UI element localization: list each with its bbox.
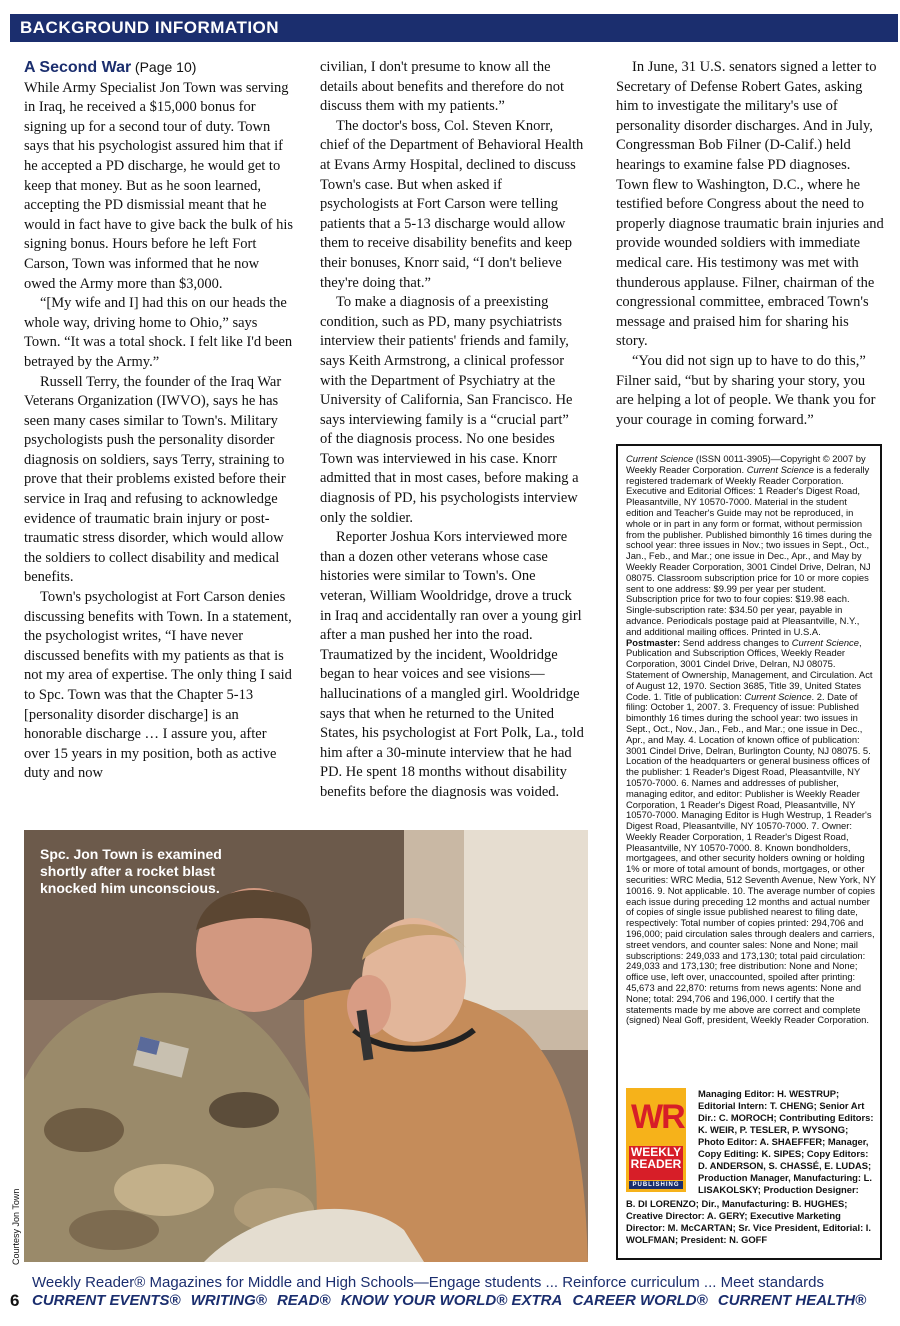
article-lead-paragraph	[24, 58, 294, 294]
article-title: A Second War	[24, 59, 132, 76]
masthead-text: is a federally registered trademark of Weekly Reader Corporation. Executive and Editorial Offices: 1 Reader's Digest Road, Pleasantville, NY 10570-7000. Material in the student edition and Teacher's Guide may not be reproduced, in whole or in part in any form or format, without permission from the publisher. Published bimonthly 16 times during the school year: three issues in Nov.; two issues in Sept., Oct., Jan., Feb., and Mar.; one issue in Dec., Apr., and May by Weekly Reader Corporation, 3001 Cindel Drive, Delran, NJ 08075. Classroom subscription price for 10 or more copies sent to one address: $9.99 per year per student. Subscription price for two to four copies: $19.98 each. Single-subscription rate: $34.50 per year, payable in advance. Periodicals postage paid at Pleasantville, N.Y., and additional mailing offices. Printed in U.S.A.	[626, 463, 872, 637]
section-label: BACKGROUND INFORMATION	[20, 18, 280, 37]
article-column-1	[24, 58, 294, 784]
logo-line-2: READER	[630, 1157, 682, 1171]
page-number: 6	[10, 1291, 20, 1310]
magazine-name: CURRENT HEALTH®	[717, 1292, 867, 1309]
logo-letters: WR	[631, 1098, 684, 1136]
photo-credit	[6, 1190, 20, 1270]
masthead-brand: Current Science	[791, 636, 859, 648]
weekly-reader-logo	[626, 1088, 686, 1192]
magazine-name: CAREER WORLD®	[572, 1292, 708, 1309]
article-paragraph: To make a diagnosis of a preexisting condition, such as PD, many psychiatrists interview their patients' friends and family, says Keith Armstrong, a clinical professor with the Department of Psychiatry at the University of California, San Francisco. He says interviewing family is a “crucial part” of the diagnosis process. No one besides Town was interviewed in his case. Knorr admitted that in most cases, before making a diagnosis of PD, his psychologists interview only the soldier.	[320, 294, 579, 526]
masthead-text: (ISSN 0011-3905)—Copyright © 2007 by Weekly Reader Corporation.	[626, 453, 866, 475]
logo-publishing: PUBLISHING	[629, 1181, 683, 1189]
logo-line-1: WEEKLY	[630, 1145, 682, 1159]
article-paragraph: “[My wife and I] had this on our heads the whole way, driving home to Ohio,” says Town. “It was a total shock. I felt like I'd been betrayed by the Army.”	[24, 295, 293, 370]
article-column-3	[616, 58, 884, 430]
magazine-name: KNOW YOUR WORLD® EXTRA	[340, 1292, 563, 1309]
article-photo	[24, 830, 588, 1262]
logo-wordmark	[629, 1146, 683, 1180]
article-paragraph: The doctor's boss, Col. Steven Knorr, chief of the Department of Behavioral Health at Evans Army Hospital, declined to discuss Town's case. But when asked if psychologists at Fort Carson were telling patients that a 5-13 discharge would allow them to receive disability benefits and keep their bonuses, Knorr said, “I don't believe they're doing that.”	[320, 117, 584, 291]
magazine-name: WRITING®	[190, 1292, 267, 1309]
masthead-statement	[626, 454, 876, 1026]
photo-caption: Spc. Jon Town is examined shortly after a rocket blast knocked him unconscious.	[40, 846, 222, 896]
staff-credits-continued: B. DI LORENZO; Dir., Manufacturing: B. HUGHES; Creative Director: A. GERY; Executive Marketing Director: M. McCARTAN; Sr. Vice President, Editorial: I. WOLFMAN; President: N. GOFF	[626, 1198, 872, 1245]
article-column-2	[320, 58, 584, 803]
article-paragraph: In June, 31 U.S. senators signed a letter to Secretary of Defense Robert Gates, asking him to investigate the military's use of personality disorder discharges. And in July, Congressman Bob Filner (D-Calif.) held hearings to examine false PD diagnoses. Town flew to Washington, D.C., where he testified before Congress about the need to properly diagnose traumatic brain injuries and provide wounded soldiers with immediate medical care. His testimony was met with thunderous applause. Filner, chairman of the congressional committee, embraced Town's message and praised him for sharing his story.	[616, 59, 884, 350]
article-paragraph: While Army Specialist Jon Town was serving in Iraq, he received a $15,000 bonus for signing up for a second tour of duty. Town says that his psychologist assured him that if he accepted a PD discharge, he would get to keep that money. But as he soon learned, accepting the PD dismissial meant that he would in fact have to give back the bulk of his signing bonus. Hours before he left Fort Carson, Town was informed that he now owed the Army more than $3,000.	[24, 79, 293, 292]
magazine-name: CURRENT EVENTS®	[32, 1292, 181, 1309]
magazine-name: READ®	[276, 1292, 331, 1309]
section-header-bar	[10, 14, 898, 42]
masthead-box	[616, 444, 882, 1260]
article-paragraph: Reporter Joshua Kors interviewed more than a dozen other veterans whose case histories were similar to Town's. One veteran, William Wooldridge, drove a truck in Iraq and accidentally ran over a young girl after a man pushed her into the road. Traumatized by the incident, Wooldridge began to hear voices and see visions—hallucinations of a mangled girl. Wooldridge says that when he returned to the United States, his psychologist at Fort Polk, La., told him after a 30-minute interview that he had PD. He spent 18 months without disability benefits before the diagnosis was voided.	[320, 529, 584, 800]
footer-tagline: Weekly Reader® Magazines for Middle and High Schools—Engage students ... Reinforce curriculum ... Meet standards	[32, 1274, 824, 1291]
article-paragraph: Russell Terry, the founder of the Iraq War Veterans Organization (IWVO), says he has seen many cases similar to Town's. Military psychologists push the personality disorder diagnosis on soldiers, says Terry, straining to prove that their problems existed before their service in Iraq and refusing to acknowledge evidence of traumatic brain injury or post-traumatic stress disorder, which would allow the soldiers to collect disability and medical benefits.	[24, 373, 286, 586]
photo-credit-text: Courtesy Jon Town	[11, 1188, 21, 1265]
article-paragraph: civilian, I don't presume to know all the details about benefits and therefore do not discuss them with my patients.”	[320, 59, 565, 115]
article-paragraph: Town's psychologist at Fort Carson denies discussing benefits with Town. In a statement, the psychologist writes, “I have never discussed benefits with my patients as that is not my area of expertise. The only thing I said to Spc. Town was that the Chapter 5-13 [personality disorder discharge] is an honorable discharge … I assure you, after over 15 years in my position, both as active duty and now	[24, 589, 292, 782]
masthead-brand: Current Science	[744, 690, 812, 702]
article-paragraph: “You did not sign up to have to do this,” Filner said, “but by sharing your story, you are helping a lot of people. We thank you for your courage in coming forward.”	[616, 352, 876, 428]
postmaster-label: Postmaster:	[626, 636, 681, 648]
staff-credits: Managing Editor: H. WESTRUP; Editorial Intern: T. CHENG; Senior Art Dir.: C. MOROCH; Contributing Editors: K. WEIR, P. TESLER, P. WYSONG; Photo Editor: A. SHAEFFER; Manager, Copy Editing: K. SIPES; Copy Editors: D. ANDERSON, S. CHASSÉ, E. LUDAS; Production Manager, Manufacturing: L. LISAKOLSKY; Production Designer:	[698, 1088, 874, 1195]
article-page-ref: (Page 10)	[134, 59, 197, 75]
masthead-brand: Current Science	[626, 453, 694, 464]
footer-magazine-list	[32, 1292, 872, 1309]
masthead-text: , Publication and Subscription Offices, Weekly Reader Corporation, 3001 Cindel Drive, Delran, NJ 08075. Statement of Ownership, Management, and Circulation. Act of August 12, 1970. Section 3685, Title 39, United States Code. 1. Title of publication:	[626, 636, 873, 702]
masthead-brand: Current Science	[746, 463, 814, 475]
masthead-text: . 2. Date of filing: October 1, 2007. 3. Frequency of issue: Published bimonthly 16 times during the school year: two issues in Sept., Oct., Nov., Jan., Feb., and Mar.; one issue in Dec., Apr., and May. 4. Location of known office of publication: 3001 Cindel Drive, Delran, Burlington County, NJ 08075. 5. Location of the headquarters or general business offices of the publisher: 1 Reader's Digest Road, Pleasantville, NY 10570-7000. 6. Names and addresses of publisher, managing editor, and editor: Publisher is Weekly Reader Corporation, 1 Reader's Digest Road, Pleasantville, NY 10570-7000. Managing Editor is Hugh Westrup, 1 Reader's Digest Road, Pleasantville, NY 10570-7000. 7. Owner: Weekly Reader Corporation, 1 Reader's Digest Road, Pleasantville, NY 10570-7000. 8. Known bondholders, mortgagees, and other security holders owning or holding 1% or more of total amount of bonds, mortgages, or other securities: WRC Media, 512 Seventh Avenue, New York, NY 10016. 9. Not applicable. 10. The average number of copies each issue during preceding 12 months and actual number of copies of single issue published nearest to filing date, respectively: Total number of copies printed: 294,706 and 196,000; paid circulation sales through dealers and carriers, street vendors, and counter sales: None and None; mail subscriptions: 249,033 and 173,130; total paid circulation: 249,033 and 173,130; free distribution: None and None; office use, left over, unaccounted, spoiled after printing: 45,673 and 22,870: returns from news agents: None and None; total: 294,706 and 196,000. I certify that the statements made by me above are correct and complete (signed) Neal Goff, president, Weekly Reader Corporation.	[626, 690, 876, 1026]
masthead-text: Send address changes to	[680, 636, 792, 648]
